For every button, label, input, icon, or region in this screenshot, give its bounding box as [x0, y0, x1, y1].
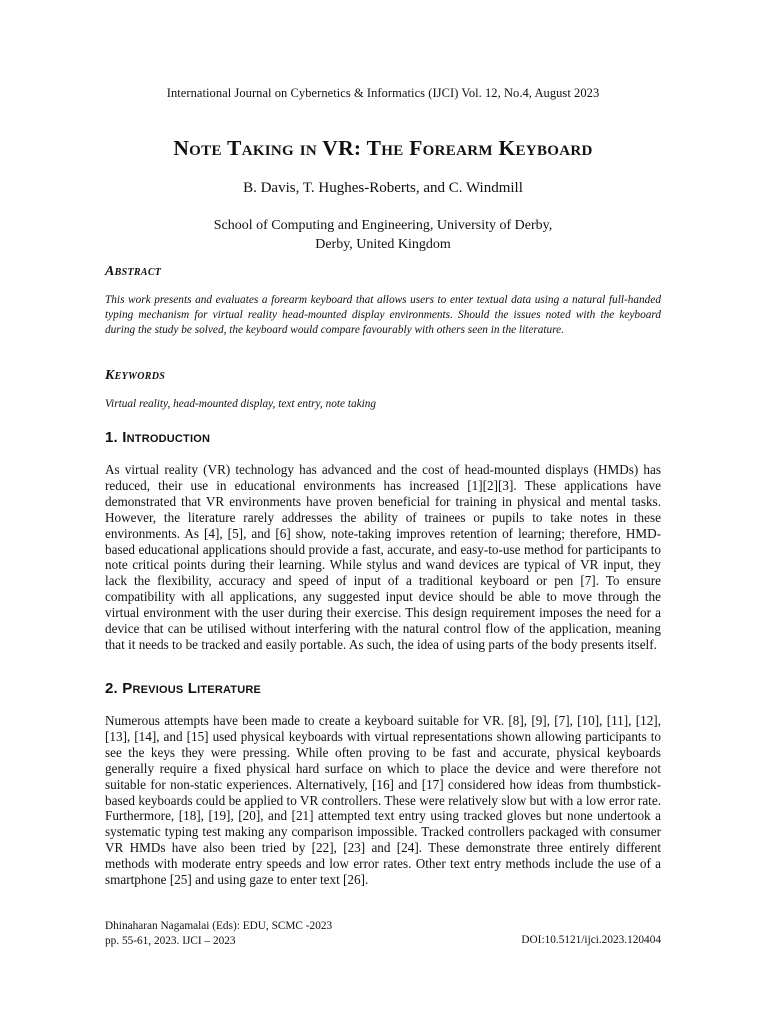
paper-title: Note Taking in VR: The Forearm Keyboard — [173, 136, 593, 160]
section-heading-introduction: 1. Introduction — [105, 429, 211, 446]
section-heading-previous-literature: 2. Previous Literature — [105, 680, 262, 697]
affiliation-line-1: School of Computing and Engineering, University of Derby, — [213, 218, 553, 233]
journal-header: International Journal on Cybernetics & Informatics (IJCI) Vol. 12, No.4, August 2023 — [166, 86, 600, 100]
keywords-text: Virtual reality, head-mounted display, text entry, note taking — [105, 398, 377, 410]
author-list: B. Davis, T. Hughes-Roberts, and C. Windmill — [243, 180, 523, 196]
abstract-text: This work presents and evaluates a forearm keyboard that allows users to enter textual data using a natural full-handed typing mechanism for virtual reality head-mounted display environments. Should the issues noted with the keyboard during the study be solved, the keyboard would compare favourably with others seen in the literature. — [105, 294, 661, 336]
footer-citation — [105, 919, 332, 949]
introduction-text: As virtual reality (VR) technology has advanced and the cost of head-mounted displays (HMDs) has reduced, their use in educational environments has increased [1][2][3]. These applications have demonstrated that VR environments have proven beneficial for training in physical and mental tasks. However, the literature rarely addresses the ability of trainees or pupils to take notes in these environments. As [4], [5], and [6] show, note-taking improves retention of learning; therefore, HMD-based educational applications should provide a fast, accurate, and easy-to-use method for participants to note critical points during their learning. While stylus and wand devices are typical of VR input, they lack the flexibility, accuracy and speed of input of a traditional keyboard or pen [7]. To ensure compatibility with all applications, any suggested input device should be able to move through the virtual environment with the user during their exercise. This design requirement imposes the need for a device that can be utilised without interfering with the natural control flow of the application, meaning that it needs to be tracked and easily portable. As such, the idea of using parts of the body presents itself. — [105, 462, 661, 652]
keywords-heading: Keywords — [105, 368, 166, 383]
affiliation-line-2: Derby, United Kingdom — [315, 237, 451, 252]
affiliation — [105, 216, 661, 254]
footer-editors: Dhinaharan Nagamalai (Eds): EDU, SCMC -2023 — [105, 920, 333, 932]
footer-doi: DOI:10.5121/ijci.2023.120404 — [521, 934, 661, 946]
previous-literature-text: Numerous attempts have been made to create a keyboard suitable for VR. [8], [9], [7], [10], [11], [12], [13], [14], and [15] used physical keyboards with virtual representations shown allowing participants to see the keys they were pressing. While often proving to be fast and accurate, physical keyboards generally require a fixed physical hard surface on which to place the device and were therefore not suitable for non-static experiences. Alternatively, [16] and [17] considered how ideas from thumbstick-based keyboards could be applied to VR controllers. These were relatively slow but with a low error rate. Furthermore, [18], [19], [20], and [21] attempted text entry using tracked gloves but none undertook a systematic typing test making any comparison impossible. Tracked controllers packaged with consumer VR HMDs have also been tried by [22], [23] and [24]. These demonstrate three entirely different methods with moderate entry speeds and low error rates. Other text entry methods include the use of a smartphone [25] and using gaze to enter text [26]. — [105, 713, 661, 888]
footer-pages: pp. 55-61, 2023. IJCI – 2023 — [105, 935, 236, 947]
abstract-heading: Abstract — [105, 264, 162, 279]
